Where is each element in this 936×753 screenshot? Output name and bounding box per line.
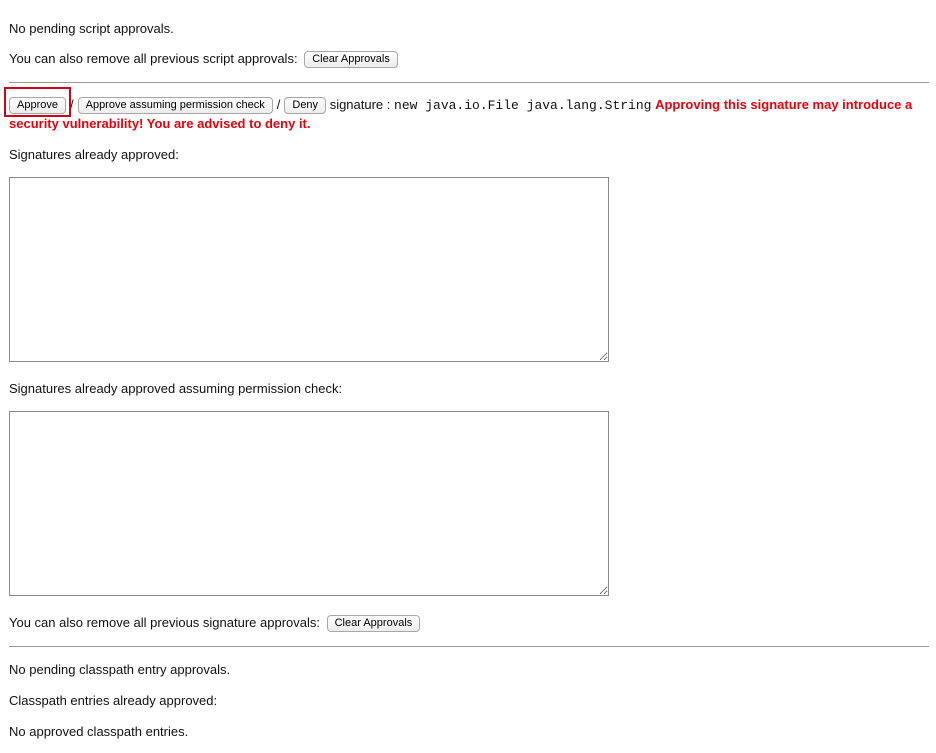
clear-signature-approvals-button[interactable]: Clear Approvals	[327, 615, 421, 632]
signature-value: new java.io.File java.lang.String	[394, 98, 652, 113]
no-pending-classpath-approvals: No pending classpath entry approvals.	[9, 662, 231, 677]
script-clear-text: You can also remove all previous script approvals:	[9, 51, 298, 66]
script-clear-row	[9, 51, 398, 68]
section-divider	[9, 646, 929, 647]
signature-clear-text: You can also remove all previous signature approvals:	[9, 615, 320, 630]
signatures-approved-label: Signatures already approved:	[9, 147, 179, 162]
signatures-approved-textarea[interactable]	[9, 177, 609, 362]
approve-assuming-permission-check-button[interactable]: Approve assuming permission check	[78, 97, 273, 114]
pending-signature-row	[9, 96, 933, 133]
separator: /	[276, 97, 281, 112]
no-approved-classpath-entries: No approved classpath entries.	[9, 724, 189, 739]
no-pending-script-approvals: No pending script approvals.	[9, 21, 174, 36]
signatures-approved-assuming-label: Signatures already approved assuming permission check:	[9, 381, 343, 396]
separator: /	[69, 97, 74, 112]
clear-script-approvals-button[interactable]: Clear Approvals	[304, 51, 398, 68]
signature-label: signature :	[329, 97, 391, 112]
deny-button[interactable]: Deny	[284, 97, 326, 114]
security-warning: Approving this signature may introduce a security vulnerability! You are advised to deny it.	[9, 97, 913, 131]
signature-clear-row	[9, 615, 420, 632]
signatures-approved-assuming-textarea[interactable]	[9, 411, 609, 596]
classpath-approved-label: Classpath entries already approved:	[9, 693, 218, 708]
section-divider	[9, 82, 929, 83]
approve-button[interactable]: Approve	[9, 97, 66, 114]
